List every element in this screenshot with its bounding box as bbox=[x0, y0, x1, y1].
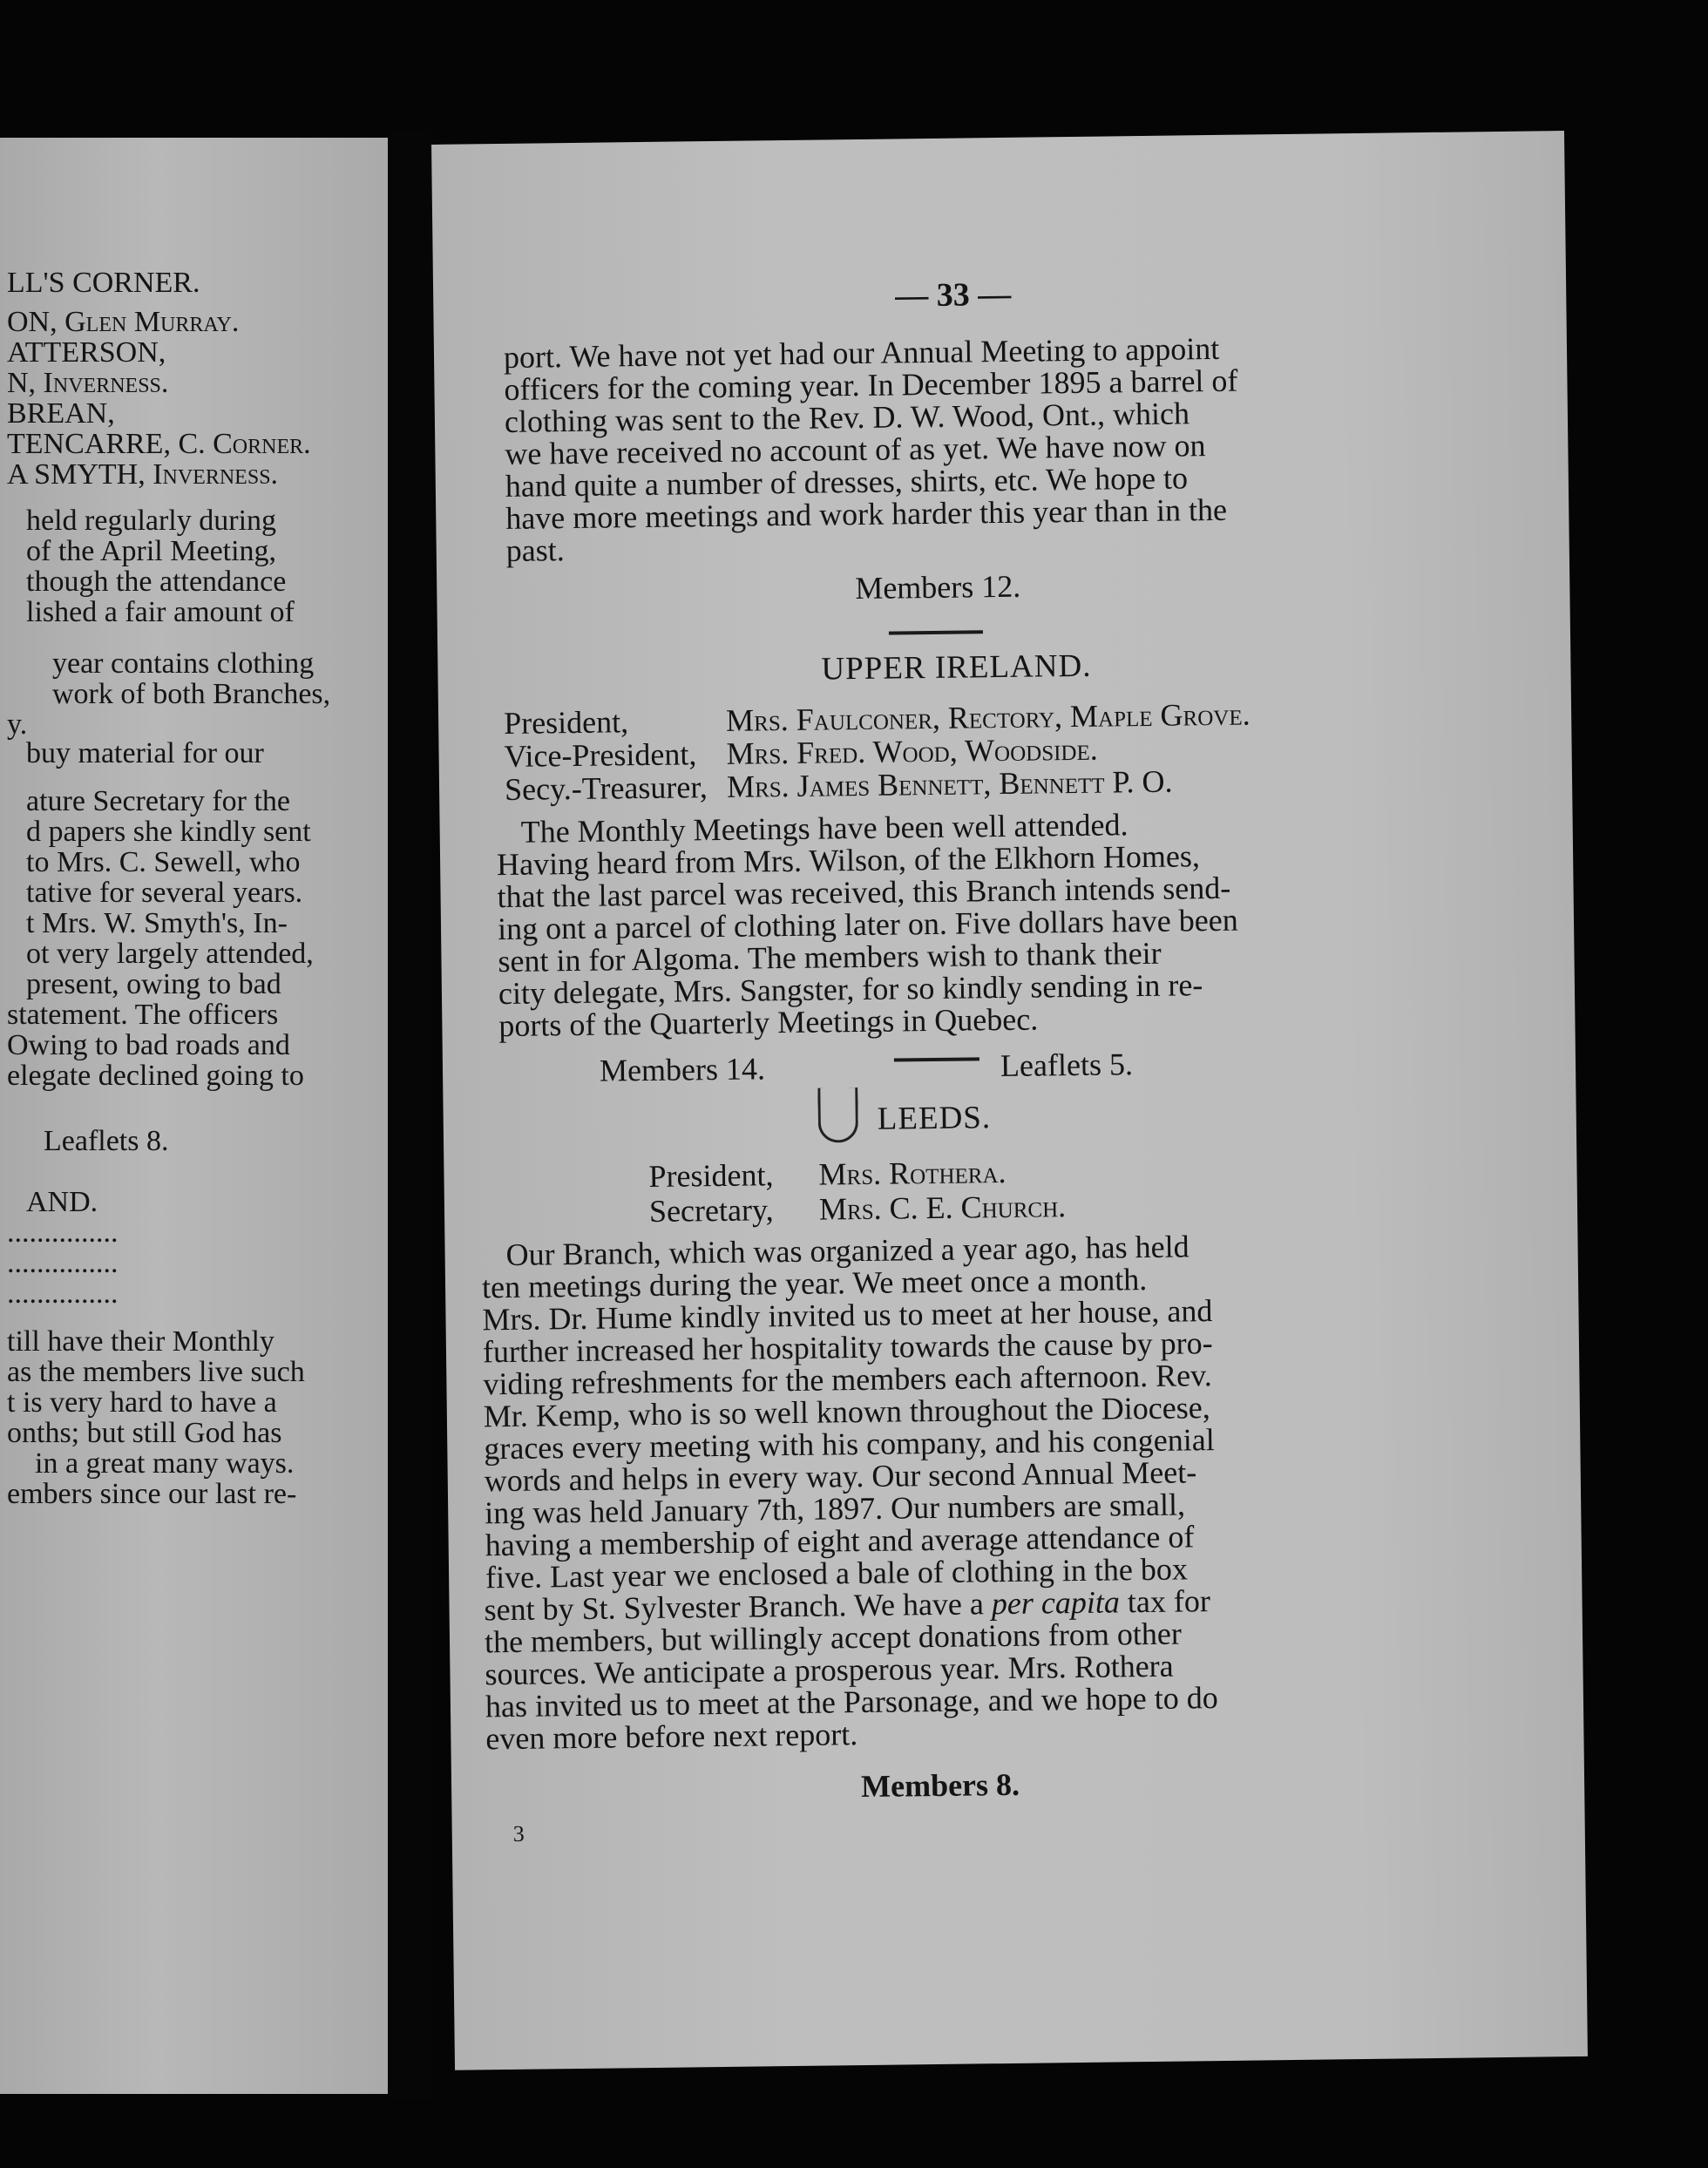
text-line: clothing was sent to the Rev. D. W. Wood, Ont., which bbox=[504, 396, 1190, 439]
signature-mark: 3 bbox=[512, 1820, 525, 1846]
left-text-line: work of both Branches, bbox=[52, 678, 331, 710]
left-text-line: of the April Meeting, bbox=[26, 535, 277, 567]
left-text-line: embers since our last re- bbox=[7, 1478, 297, 1510]
text-line: graces every meeting with his company, and his congenial bbox=[484, 1422, 1215, 1467]
officer-name: Mrs. C. E. Church. bbox=[818, 1189, 1067, 1227]
upper-ireland-leaflets: Leaflets 5. bbox=[1000, 1047, 1134, 1084]
officer-name: Mrs. James Bennett, Bennett P. O. bbox=[726, 763, 1173, 804]
left-text-line: in a great many ways. bbox=[35, 1447, 295, 1480]
left-text-line: ............... bbox=[7, 1216, 119, 1249]
text-line: hand quite a number of dresses, shirts, etc. We hope to bbox=[505, 460, 1189, 504]
officer-name: Mrs. Faulconer, Rectory, Maple Grove. bbox=[725, 696, 1250, 738]
text-line: that the last parcel was received, this Branch intends send- bbox=[497, 870, 1231, 915]
text-line: words and helps in every way. Our second Annual Meet- bbox=[484, 1454, 1197, 1499]
left-text-line: though the attendance bbox=[26, 566, 287, 598]
text-line: have more meetings and work harder this year than in the bbox=[505, 491, 1228, 536]
officer-name: Mrs. Rothera. bbox=[818, 1154, 1006, 1192]
left-text-line: year contains clothing bbox=[52, 647, 315, 680]
text-line: city delegate, Mrs. Sangster, for so kindly sending in re- bbox=[498, 967, 1203, 1012]
left-text-line: onths; but still God has bbox=[7, 1417, 282, 1449]
left-text-line: as the members live such bbox=[7, 1356, 305, 1388]
left-text-line: TENCARRE, C. Corner. bbox=[7, 428, 311, 460]
left-text-line: ON, Glen Murray. bbox=[7, 306, 240, 338]
officer-role: President, bbox=[503, 704, 629, 741]
left-page bbox=[0, 138, 388, 2094]
tax-line-emphasis: per capita bbox=[991, 1584, 1121, 1622]
leeds-members: Members 8. bbox=[860, 1766, 1020, 1805]
text-line: Mr. Kemp, who is so well known throughout the Diocese, bbox=[483, 1390, 1210, 1434]
text-line: The Monthly Meetings have been well attended. bbox=[520, 807, 1128, 850]
left-text-line: held regularly during bbox=[26, 505, 277, 537]
left-text-line: LL'S CORNER. bbox=[7, 267, 200, 299]
officer-role: President, bbox=[648, 1157, 774, 1194]
left-text-line: AND. bbox=[26, 1186, 98, 1218]
text-line: viding refreshments for the members each afternoon. Rev. bbox=[483, 1358, 1212, 1402]
text-line: has invited us to meet at the Parsonage, and we hope to do bbox=[485, 1680, 1218, 1724]
book-gutter bbox=[388, 131, 431, 2100]
tax-line-post: tax for bbox=[1119, 1583, 1211, 1620]
left-text-line: present, owing to bad bbox=[26, 968, 281, 1000]
left-text-line: tative for several years. bbox=[26, 877, 303, 909]
left-text-line: N, Inverness. bbox=[7, 367, 169, 399]
text-line: further increased her hospitality towards the cause by pro- bbox=[482, 1325, 1213, 1370]
left-text-line: Leaflets 8. bbox=[44, 1125, 169, 1157]
left-text-line: ............... bbox=[7, 1247, 119, 1279]
text-line: Mrs. Dr. Hume kindly invited us to meet at her house, and bbox=[482, 1293, 1213, 1338]
text-line: even more before next report. bbox=[485, 1717, 858, 1757]
text-line: we have received no account of as yet. We have now on bbox=[505, 428, 1206, 471]
page-number: — 33 — bbox=[894, 275, 1012, 315]
left-text-line: ATTERSON, bbox=[7, 336, 166, 369]
text-line: port. We have not yet had our Annual Meeting to appoint bbox=[503, 330, 1220, 375]
text-line: Having heard from Mrs. Wilson, of the Elkhorn Homes, bbox=[496, 838, 1201, 883]
left-text-line: y. bbox=[7, 708, 28, 741]
left-text-line: t is very hard to have a bbox=[7, 1386, 277, 1419]
text-line: five. Last year we enclosed a bale of clothing in the box bbox=[485, 1551, 1189, 1596]
text-line: sources. We anticipate a prosperous year. Mrs. Rothera bbox=[485, 1648, 1174, 1692]
text-line: past. bbox=[505, 532, 565, 568]
upper-ireland-heading: UPPER IRELAND. bbox=[821, 647, 1092, 688]
intro-members: Members 12. bbox=[855, 568, 1021, 606]
text-line: officers for the coming year. In December 1895 a barrel of bbox=[504, 362, 1238, 407]
section-divider bbox=[889, 630, 983, 634]
left-text-line: buy material for our bbox=[26, 737, 264, 769]
officer-name: Mrs. Fred. Wood, Woodside. bbox=[726, 731, 1098, 771]
text-line: Our Branch, which was organized a year ago, has held bbox=[505, 1229, 1190, 1272]
text-line: sent in for Algoma. The members wish to thank their bbox=[498, 935, 1162, 979]
left-text-line: lished a fair amount of bbox=[26, 596, 295, 628]
section-divider bbox=[894, 1057, 979, 1061]
text-line: ten meetings during the year. We meet once a month. bbox=[481, 1262, 1148, 1305]
left-text-line: ............... bbox=[7, 1277, 119, 1310]
left-text-line: to Mrs. C. Sewell, who bbox=[26, 846, 301, 878]
text-line: having a membership of eight and average attendance of bbox=[485, 1519, 1195, 1563]
officer-role: Secy.-Treasurer, bbox=[504, 769, 708, 807]
left-text-line: d papers she kindly sent bbox=[26, 816, 311, 848]
left-text-line: till have their Monthly bbox=[7, 1325, 274, 1358]
left-text-line: Owing to bad roads and bbox=[7, 1029, 290, 1061]
leeds-heading: LEEDS. bbox=[877, 1100, 992, 1137]
pencil-mark bbox=[817, 1087, 858, 1143]
text-line: ports of the Quarterly Meetings in Quebec. bbox=[498, 1001, 1039, 1044]
text-line: ing was held January 7th, 1897. Our numbers are small, bbox=[484, 1487, 1186, 1531]
text-line: ing ont a parcel of clothing later on. Five dollars have been bbox=[497, 902, 1238, 947]
left-text-line: A SMYTH, Inverness. bbox=[7, 458, 279, 491]
left-text-line: ot very largely attended, bbox=[26, 938, 314, 970]
officer-role: Secretary, bbox=[648, 1192, 774, 1229]
left-text-line: elegate declined going to bbox=[7, 1060, 304, 1092]
left-text-line: BREAN, bbox=[7, 397, 115, 430]
left-text-line: t Mrs. W. Smyth's, In- bbox=[26, 907, 288, 939]
tax-line-pre: sent by St. Sylvester Branch. We have a bbox=[484, 1586, 993, 1628]
left-text-line: ature Secretary for the bbox=[26, 785, 290, 817]
left-text-line: statement. The officers bbox=[7, 999, 279, 1031]
upper-ireland-members: Members 14. bbox=[599, 1051, 766, 1088]
officer-role: Vice-President, bbox=[504, 736, 697, 774]
right-page bbox=[431, 131, 1588, 2070]
text-line: the members, but willingly accept donations from other bbox=[484, 1616, 1183, 1660]
